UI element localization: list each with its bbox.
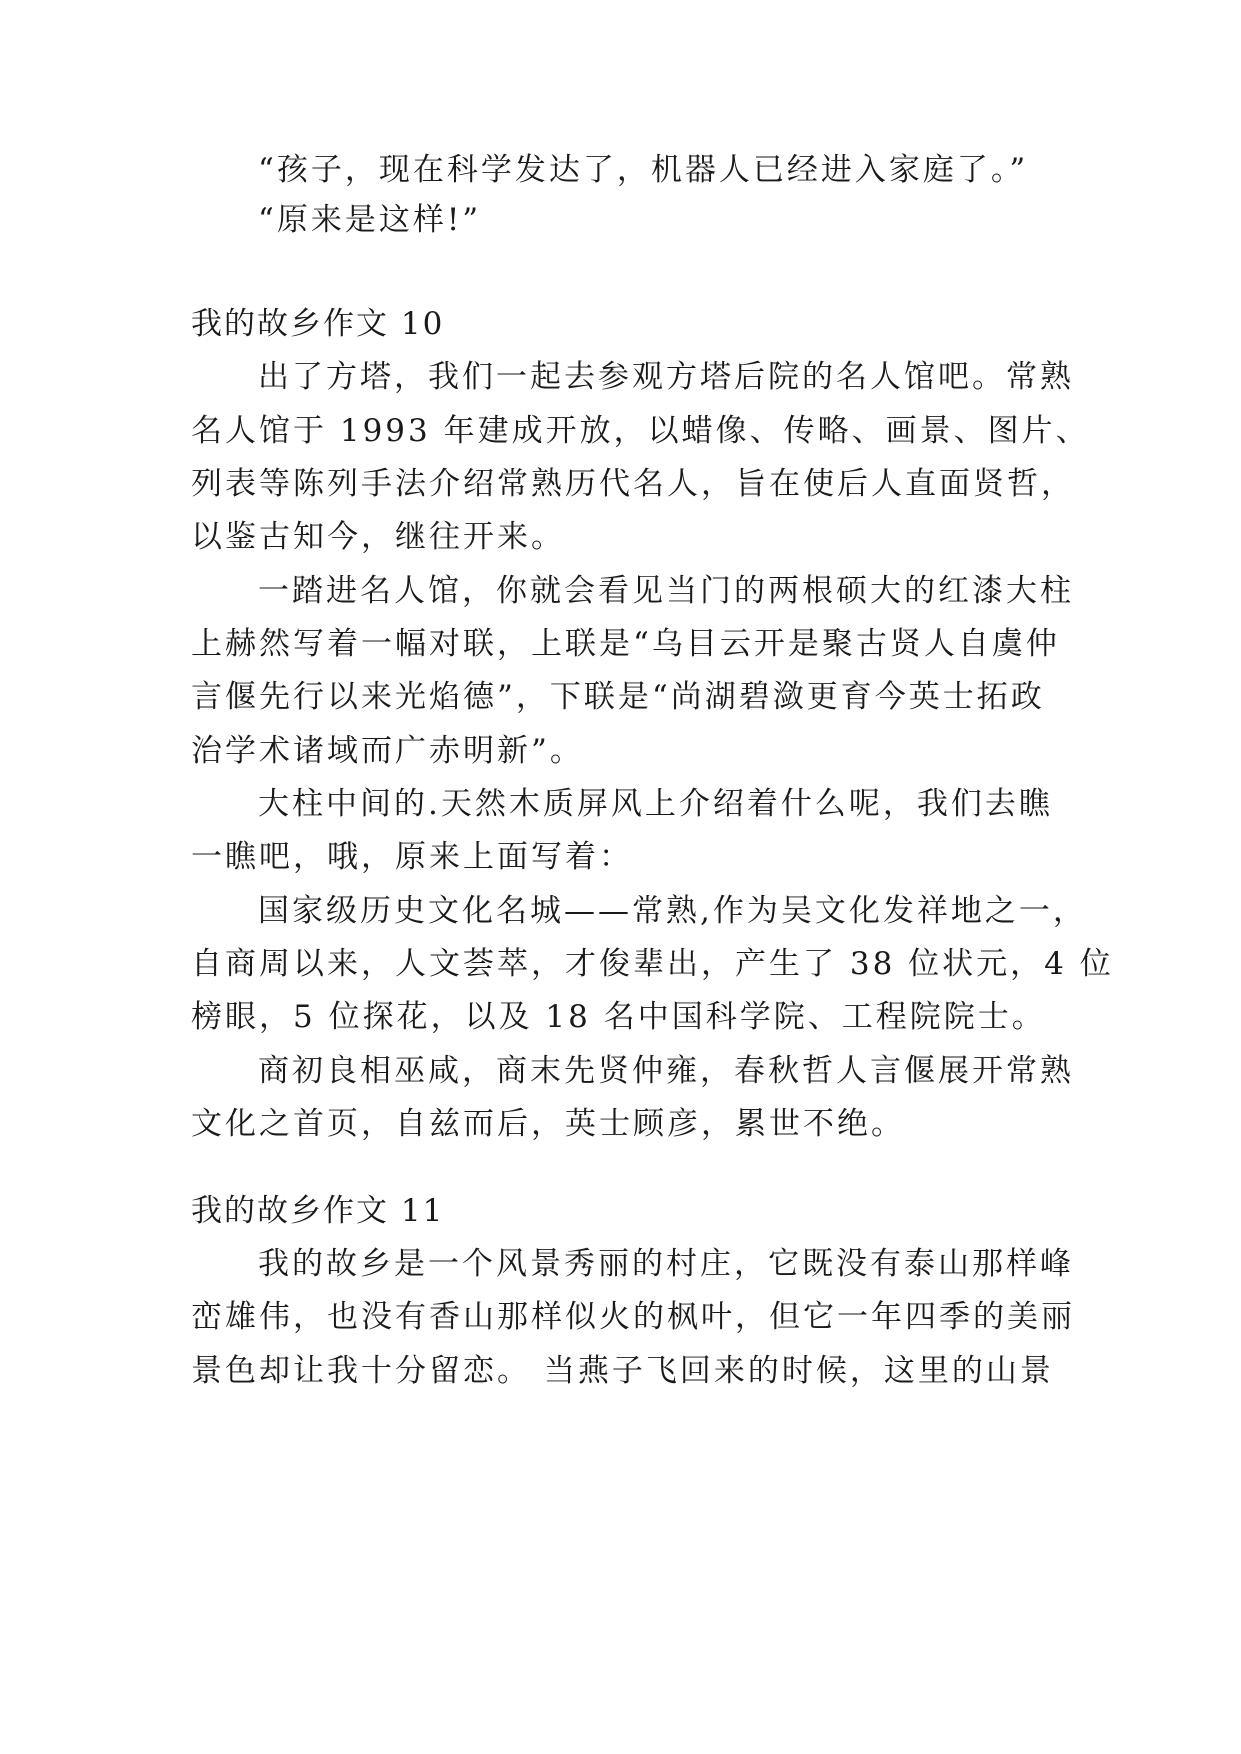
paragraph-line: 一瞧吧，哦，原来上面写着： [191, 839, 633, 875]
paragraph-line: 大柱中间的.天然木质屏风上介绍着什么呢，我们去瞧 [258, 786, 1053, 822]
paragraph-line: 治学术诸域而广赤明新”。 [191, 733, 584, 769]
section-title: 我的故乡作文 10 [191, 306, 445, 342]
paragraph-line: 峦雄伟，也没有香山那样似火的枫叶，但它一年四季的美丽 [191, 1299, 1075, 1335]
section-title: 我的故乡作文 11 [191, 1193, 445, 1229]
paragraph-line: 榜眼，5 位探花，以及 18 名中国科学院、工程院院士。 [191, 999, 1046, 1035]
paragraph-line: 名人馆于 1993 年建成开放，以蜡像、传略、画景、图片、 [191, 413, 1090, 449]
paragraph-line: 自商周以来，人文荟萃，才俊辈出，产生了 38 位状元，4 位 [191, 946, 1114, 982]
paragraph-line: 文化之首页，自兹而后，英士顾彦，累世不绝。 [191, 1106, 905, 1142]
dialogue-line: “原来是这样!” [258, 202, 482, 238]
paragraph-line: 我的故乡是一个风景秀丽的村庄，它既没有泰山那样峰 [258, 1246, 1074, 1282]
paragraph-line: 景色却让我十分留恋。 当燕子飞回来的时候，这里的山景 [191, 1353, 1054, 1389]
paragraph-line: 出了方塔，我们一起去参观方塔后院的名人馆吧。常熟 [258, 359, 1074, 395]
paragraph-line: 上赫然写着一幅对联，上联是“乌目云开是聚古贤人自虞仲 [191, 626, 1060, 662]
paragraph-line: 以鉴古知今，继往开来。 [191, 519, 565, 555]
paragraph-line: 商初良相巫咸，商末先贤仲雍，春秋哲人言偃展开常熟 [258, 1053, 1074, 1089]
dialogue-line: “孩子，现在科学发达了，机器人已经进入家庭了。” [258, 152, 1029, 188]
paragraph-line: 国家级历史文化名城——常熟,作为吴文化发祥地之一， [258, 893, 1087, 929]
paragraph-line: 一踏进名人馆，你就会看见当门的两根硕大的红漆大柱 [258, 573, 1074, 609]
paragraph-line: 列表等陈列手法介绍常熟历代名人，旨在使后人直面贤哲， [191, 466, 1075, 502]
paragraph-line: 言偃先行以来光焰德”，下联是“尚湖碧潋更育今英士拓政 [191, 679, 1045, 715]
